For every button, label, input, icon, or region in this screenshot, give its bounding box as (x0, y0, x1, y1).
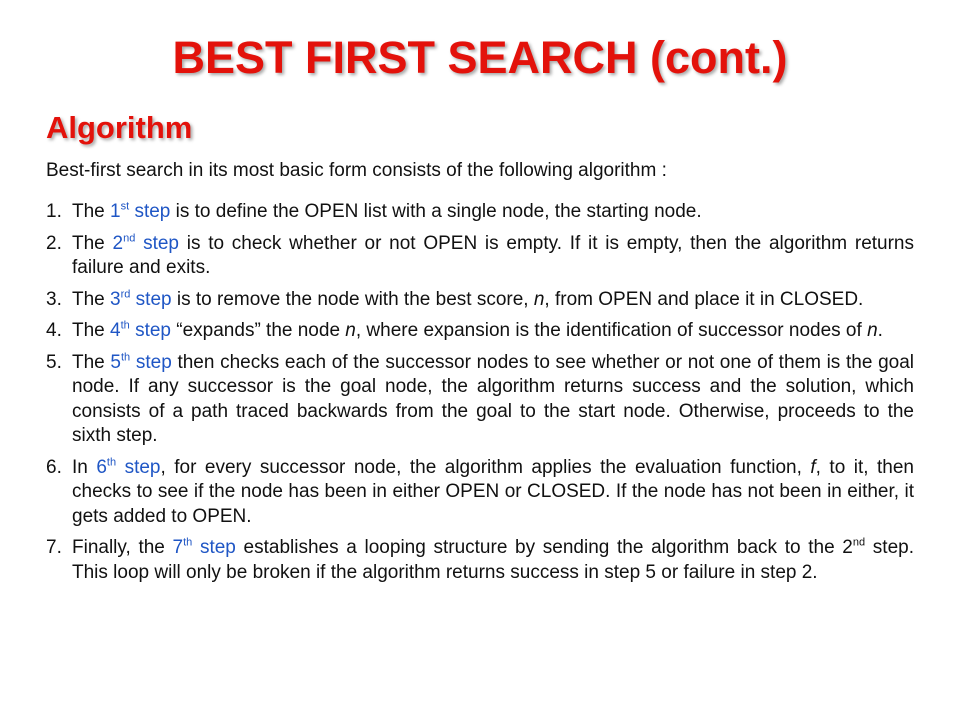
step-label: 6th step (96, 456, 161, 478)
step-number: 5. (46, 351, 62, 373)
ordinal-suffix: nd (852, 536, 866, 549)
step-text: , for every successor node, the algorithm applies the evaluation function, (160, 456, 811, 478)
step-number: 1. (46, 201, 62, 222)
step-6 (46, 456, 914, 530)
variable-f: f (810, 456, 816, 478)
step-number: 3. (46, 288, 62, 310)
variable-n: n (533, 288, 545, 310)
step-text: , to it, then checks to see if the node has been in either OPEN or CLOSED. If the node has not been in either, it gets added to OPEN. (72, 456, 914, 527)
algorithm-steps-list (46, 200, 914, 592)
step-number: 6. (46, 456, 62, 478)
step-2 (46, 232, 914, 281)
step-7 (46, 536, 914, 585)
step-text: then checks each of the successor nodes to see whether or not one of them is the goal node. If any successor is the goal node, the algorithm returns success and the solution, which consists of a path traced backwards from the goal to the start node. Otherwise, proceeds to the sixth step. (72, 351, 914, 446)
step-text: In (72, 456, 97, 478)
slide-title: BEST FIRST SEARCH (cont.) (172, 32, 788, 83)
step-text: , from OPEN and place it in CLOSED. (544, 288, 864, 310)
variable-n: n (345, 320, 356, 341)
step-label: 3rd step (110, 288, 172, 310)
step-text: The (72, 351, 111, 373)
step-text: step. This loop will only be broken if the algorithm returns success in step 5 or failure in step 2. (72, 537, 914, 583)
variable-n: n (867, 320, 878, 341)
step-1 (46, 200, 914, 225)
step-text: Finally, the (72, 537, 173, 558)
step-label: 5th step (110, 351, 172, 373)
step-number: 7. (46, 537, 62, 558)
step-text: . (877, 320, 883, 341)
step-text: The (72, 201, 111, 222)
step-text: establishes a looping structure by sending the algorithm back to the 2 (235, 537, 853, 558)
step-text: The (72, 288, 111, 310)
step-text: is to remove the node with the best score, (171, 288, 534, 310)
intro-text: Best-first search in its most basic form consists of the following algorithm : (46, 160, 667, 181)
step-number: 2. (46, 232, 62, 254)
step-label: 2nd step (112, 232, 179, 254)
step-number: 4. (46, 320, 62, 341)
step-text: , where expansion is the identification of successor nodes of (355, 320, 868, 341)
step-label: 1st step (110, 200, 171, 222)
step-5 (46, 351, 914, 449)
step-text: “expands” the node (171, 320, 346, 341)
step-text: is to check whether or not OPEN is empty. If it is empty, then the algorithm returns failure and exits. (72, 232, 915, 278)
step-3 (46, 288, 914, 313)
step-label: 7th step (172, 536, 236, 558)
step-label: 4th step (110, 319, 171, 341)
step-text: The (72, 320, 111, 341)
step-4 (46, 319, 914, 344)
step-text: is to define the OPEN list with a single node, the starting node. (170, 201, 702, 222)
step-text: The (72, 232, 113, 254)
slide-subtitle: Algorithm (46, 110, 193, 145)
